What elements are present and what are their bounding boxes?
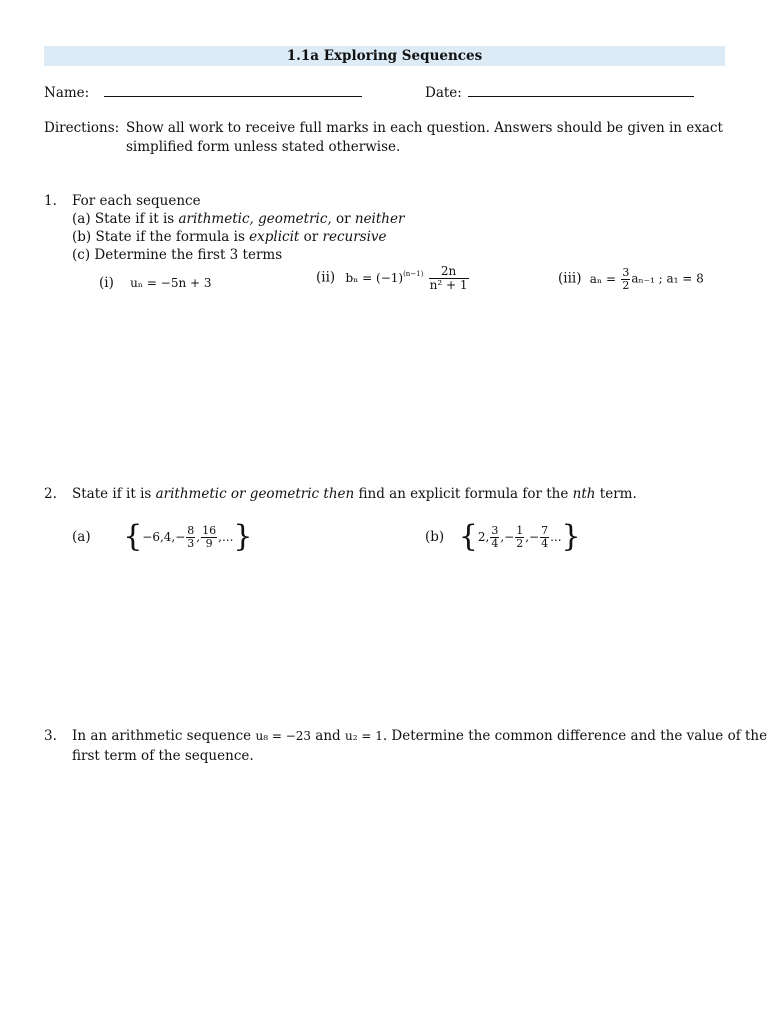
q1-stem: For each sequence [72,193,201,209]
formula-ii-fraction: $\frac{2n}{\text{n² + 1}}$ [429,264,468,292]
formula-i: uₙ = −5n + 3 [130,276,212,290]
q1-part-b: (b) State if the formula is explicit or recursive [72,229,387,245]
q1-item-ii: (ii) $b_n = (-1)^{(n-1)}$ $\frac{2n}{\text{n² + 1}}$ [316,264,468,292]
q3-line-1: In an arithmetic sequence u₈ = −23 and u₂ = 1. Determine the common difference and the value of the [72,728,768,744]
formula-iii-rhs: aₙ₋₁ ; a₁ = 8 [631,271,704,286]
left-brace: { [123,519,143,554]
formula-ii-lhs: bₙ = (−1) [345,270,404,285]
q2-item-b: (b) {2, $\frac{3}{4}$ ,− $\frac{1}{2}$ ,− $\frac{7}{4}$ ...} [425,519,581,554]
q2-item-a: (a) {−6,4,− $\frac{8}{3}$ , $\frac{16}{9}$ ,...} [72,519,253,554]
q1-item-i: (i) uₙ = −5n + 3 [99,275,212,291]
q2-stem: State if it is arithmetic or geometric then find an explicit formula for the nth term. [72,486,637,502]
date-label: Date: [425,85,462,101]
q1-item-iii: (iii) aₙ = $\frac{3}{2}$ aₙ₋₁ ; a₁ = 8 [558,266,704,292]
directions-line-2: simplified form unless stated otherwise. [126,139,401,155]
q3-eq-u8: u₈ = −23 [255,729,312,743]
name-label: Name: [44,85,90,101]
directions-line-1: Show all work to receive full marks in each question. Answers should be given in exact [126,120,723,136]
q3-number: 3. [44,728,57,744]
q2-number: 2. [44,486,57,502]
formula-iii-lhs: aₙ = [589,271,617,286]
right-brace: } [233,519,253,554]
formula-ii-exponent: (n−1) [403,270,424,279]
q3-line-2: first term of the sequence. [72,748,254,764]
q1-part-a: (a) State if it is arithmetic, geometric, or neither [72,211,405,227]
name-field [44,84,362,101]
right-brace: } [561,519,581,554]
formula-iii-fraction: $\frac{3}{2}$ [622,266,630,292]
name-blank-line [104,84,362,97]
left-brace: { [458,519,478,554]
q1-number: 1. [44,193,57,209]
q3-eq-u2: u₂ = 1 [344,729,383,743]
date-field [425,84,694,101]
date-blank-line [468,84,694,97]
directions-label: Directions: [44,120,120,136]
worksheet-title: 1.1a Exploring Sequences [44,46,725,66]
q1-part-c: (c) Determine the first 3 terms [72,247,283,263]
